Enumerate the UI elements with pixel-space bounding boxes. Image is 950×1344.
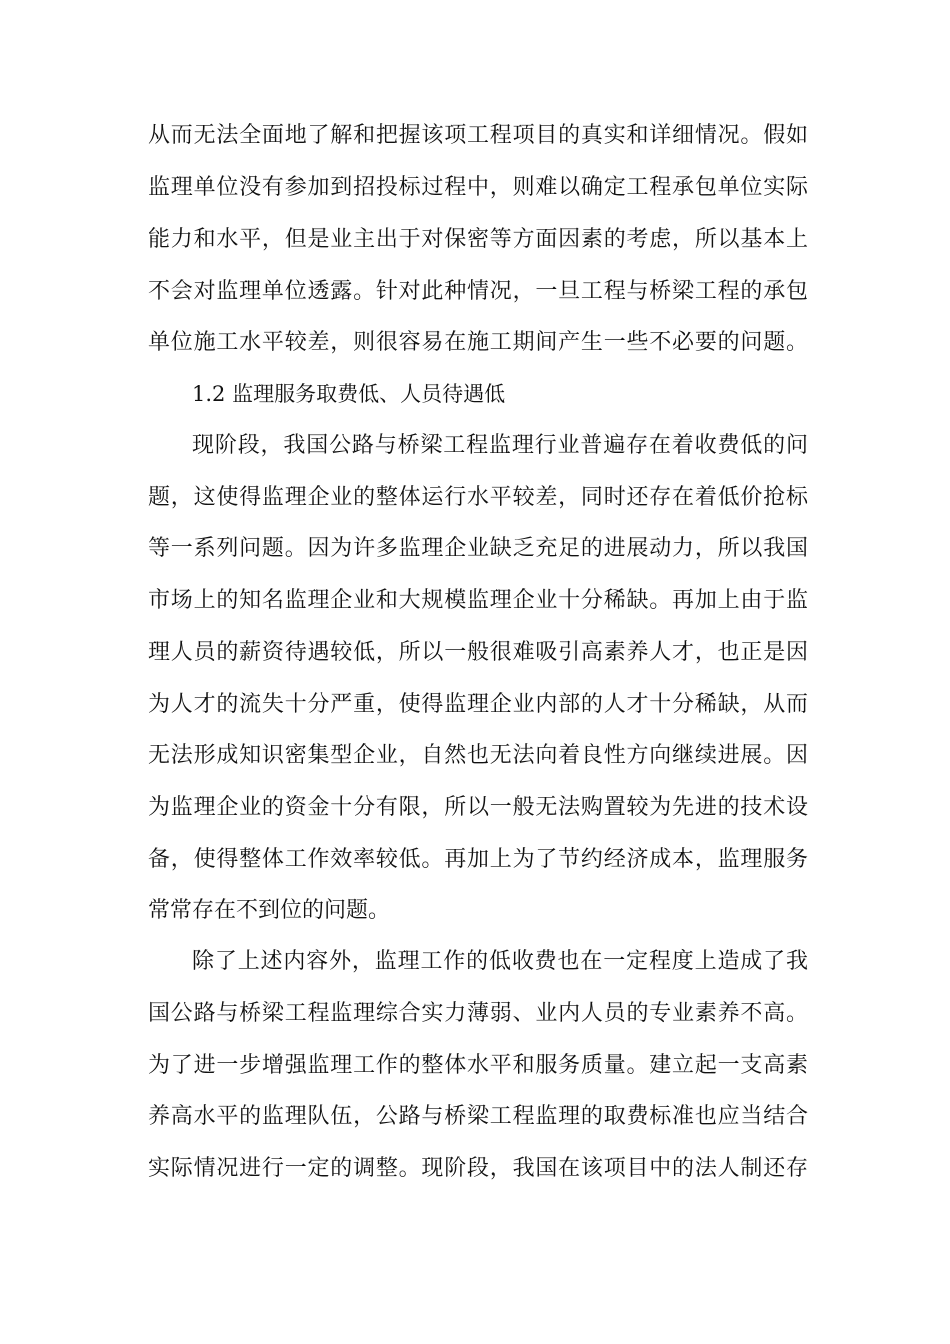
paragraph-3-line-4: 养高水平的监理队伍，公路与桥梁工程监理的取费标准也应当结合 [148, 1104, 808, 1129]
paragraph-1-line-2: 监理单位没有参加到招投标过程中，则难以确定工程承包单位实际 [148, 175, 808, 200]
paragraph-1-line-5: 单位施工水平较差，则很容易在施工期间产生一些不必要的问题。 [148, 330, 808, 355]
paragraph-1-line-1: 从而无法全面地了解和把握该项工程项目的真实和详细情况。假如 [148, 123, 808, 148]
paragraph-2-line-5: 理人员的薪资待遇较低，所以一般很难吸引高素养人才，也正是因 [148, 640, 808, 665]
section-heading: 1.2 监理服务取费低、人员待遇低 [192, 382, 506, 406]
paragraph-2-line-7: 无法形成知识密集型企业，自然也无法向着良性方向继续进展。因 [148, 743, 808, 768]
paragraph-1-line-3: 能力和水平，但是业主出于对保密等方面因素的考虑，所以基本上 [148, 227, 808, 252]
paragraph-2-line-9: 备，使得整体工作效率较低。再加上为了节约经济成本，监理服务 [148, 847, 808, 872]
paragraph-3-line-1: 除了上述内容外，监理工作的低收费也在一定程度上造成了我 [192, 949, 808, 974]
paragraph-2-line-2: 题，这使得监理企业的整体运行水平较差，同时还存在着低价抢标 [148, 485, 808, 510]
paragraph-2-line-6: 为人才的流失十分严重，使得监理企业内部的人才十分稀缺，从而 [148, 692, 808, 717]
paragraph-2-line-8: 为监理企业的资金十分有限，所以一般无法购置较为先进的技术设 [148, 795, 808, 820]
paragraph-2-line-10: 常常存在不到位的问题。 [148, 898, 391, 923]
paragraph-2-line-1: 现阶段，我国公路与桥梁工程监理行业普遍存在着收费低的问 [192, 433, 808, 458]
paragraph-2-line-3: 等一系列问题。因为许多监理企业缺乏充足的进展动力，所以我国 [148, 536, 808, 561]
paragraph-3-line-5: 实际情况进行一定的调整。现阶段，我国在该项目中的法人制还存 [148, 1156, 808, 1181]
paragraph-3-line-2: 国公路与桥梁工程监理综合实力薄弱、业内人员的专业素养不高。 [148, 1001, 808, 1026]
paragraph-2-line-4: 市场上的知名监理企业和大规模监理企业十分稀缺。再加上由于监 [148, 588, 808, 613]
paragraph-3-line-3: 为了进一步增强监理工作的整体水平和服务质量。建立起一支高素 [148, 1053, 808, 1078]
paragraph-1-line-4: 不会对监理单位透露。针对此种情况，一旦工程与桥梁工程的承包 [148, 279, 808, 304]
